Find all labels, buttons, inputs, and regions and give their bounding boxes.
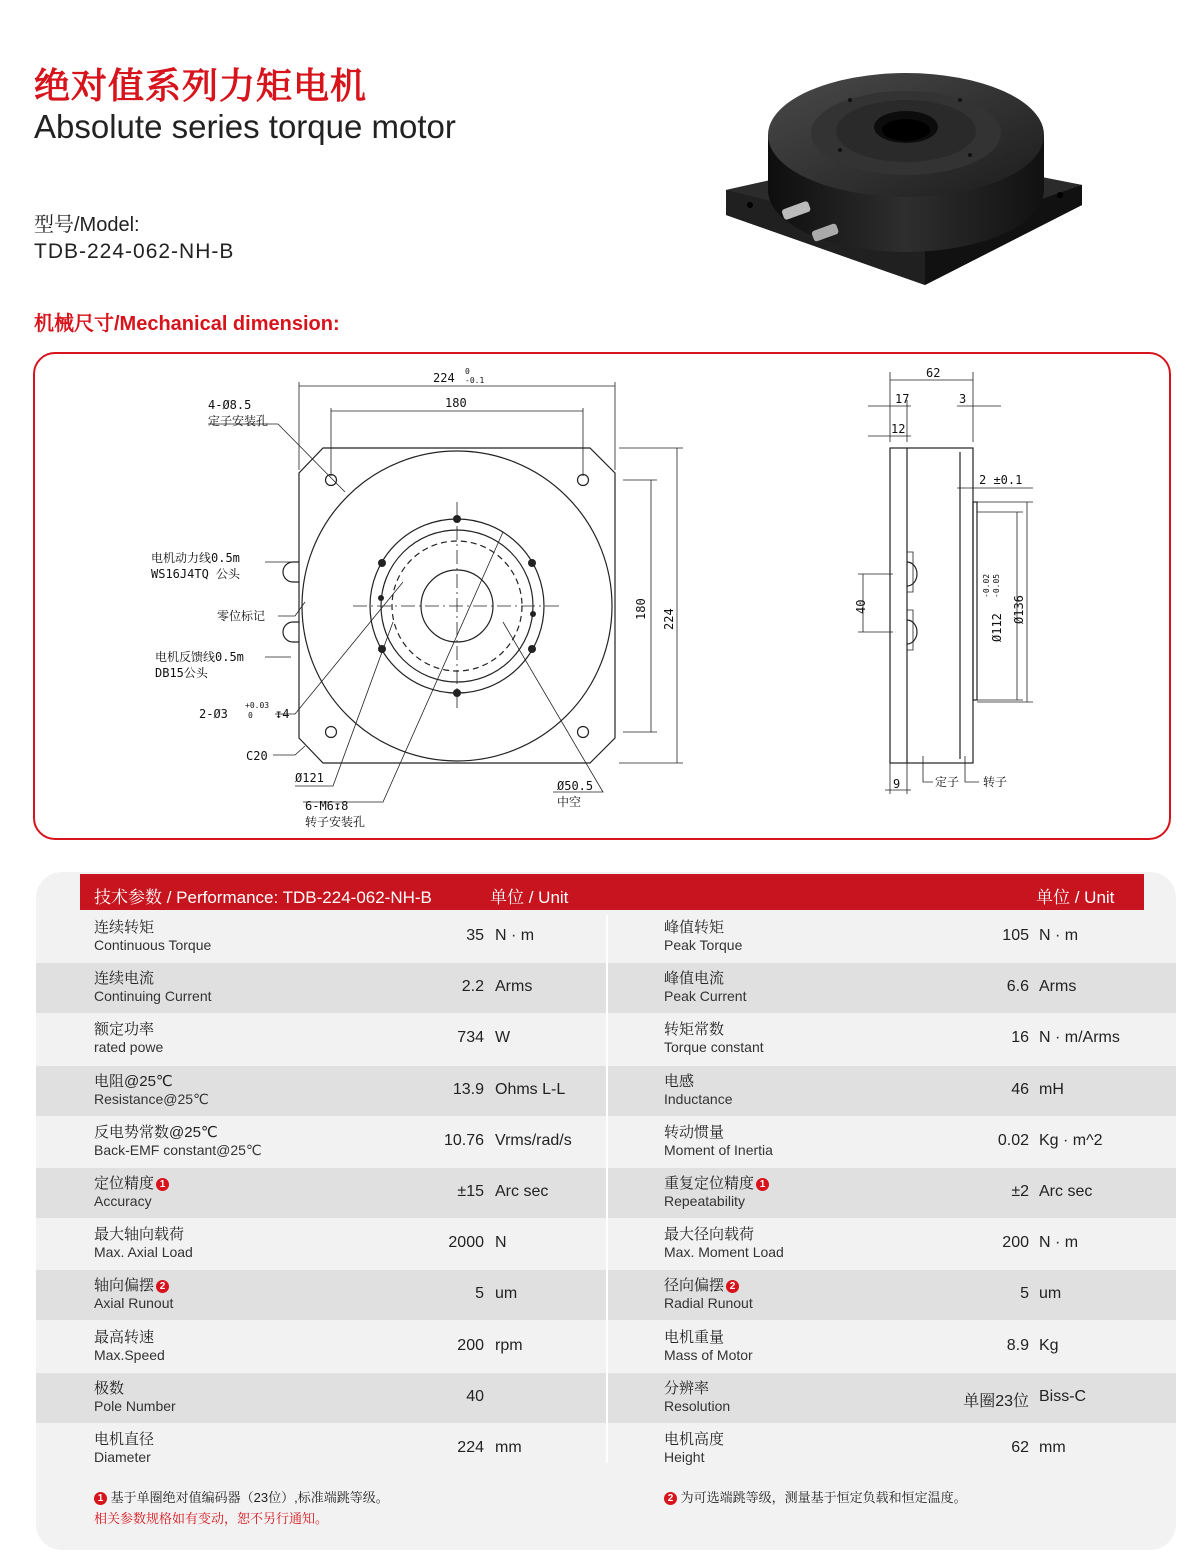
- dia-121-label: Ø121: [295, 771, 324, 785]
- spec-name-en-left: Max. Axial Load: [94, 1244, 193, 1261]
- performance-header: [80, 874, 1144, 910]
- spec-value-left: ±15: [457, 1183, 484, 1200]
- dim-180-right: 180: [634, 598, 648, 620]
- spec-value-right: 单圈23位: [963, 1392, 1029, 1410]
- spec-name-en-left: Continuing Current: [94, 988, 212, 1005]
- spec-name-cn-right: 峰值转矩: [664, 919, 725, 936]
- spec-name-cn-left: 电机直径: [94, 1431, 155, 1448]
- mechanical-drawing: [33, 352, 1171, 840]
- spec-name-en-left: Accuracy: [94, 1193, 152, 1209]
- spec-value-left: 40: [466, 1387, 484, 1405]
- spec-name-cn-right: 转矩常数: [664, 1021, 725, 1039]
- spec-name-cn-right: 峰值电流: [664, 970, 725, 988]
- spec-unit-right: Kg: [1039, 1336, 1059, 1354]
- spec-unit-right: Kg · m^2: [1039, 1131, 1103, 1149]
- spec-value-right: 16: [1011, 1029, 1029, 1047]
- spec-value-right: 8.9: [1006, 1336, 1029, 1354]
- spec-unit-right: N · m: [1039, 927, 1079, 944]
- zero-mark-label: 零位标记: [217, 609, 266, 623]
- spec-value-right: 5: [1020, 1285, 1029, 1303]
- spec-name-en-right: Repeatability: [664, 1193, 745, 1209]
- unit-header-left: 单位 / Unit: [490, 888, 569, 907]
- feedback-cable-label: 电机反馈线0.5m: [155, 650, 244, 664]
- side-height-62: 62: [926, 366, 941, 380]
- note-badge: 1: [156, 1178, 169, 1191]
- motor-product-image: [720, 55, 1090, 290]
- spec-name-en-left: Continuous Torque: [94, 937, 212, 953]
- spec-name-cn-left: 额定功率: [94, 1021, 155, 1039]
- power-cable-label: 电机动力线0.5m: [151, 551, 240, 565]
- dim-224-tol-upper: 0: [465, 367, 470, 376]
- mechanical-dimension-heading: 机械尺寸/Mechanical dimension:: [34, 313, 340, 335]
- spec-value-right: 6.6: [1006, 978, 1029, 996]
- spec-value-left: 13.9: [452, 1080, 484, 1098]
- spec-name-en-right: Torque constant: [664, 1039, 764, 1056]
- spec-name-cn-left: 电阻@25℃: [94, 1072, 173, 1090]
- spec-name-en-right: Height: [664, 1449, 705, 1465]
- spec-unit-right: um: [1039, 1285, 1062, 1303]
- feedback-connector-label: DB15公头: [155, 666, 208, 680]
- spec-name-en-left: Back-EMF constant@25℃: [94, 1141, 262, 1158]
- spec-name-en-right: Mass of Motor: [664, 1346, 753, 1363]
- spec-name-cn-right: 重复定位精度 1: [664, 1172, 769, 1193]
- hollow-dia-label: Ø50.5: [557, 779, 594, 793]
- unit-header-right: 单位 / Unit: [1036, 888, 1115, 907]
- spec-name-cn-left: 定位精度 1: [94, 1172, 169, 1193]
- spec-unit-left: mm: [495, 1439, 522, 1456]
- spec-value-right: 200: [1002, 1234, 1029, 1252]
- spec-unit-right: N · m/Arms: [1039, 1029, 1120, 1047]
- spec-unit-left: W: [495, 1029, 511, 1047]
- side-dia-136: Ø136: [1012, 595, 1026, 624]
- spec-name-cn-left: 反电势常数@25℃: [94, 1123, 218, 1141]
- spec-value-left: 5: [475, 1285, 484, 1303]
- spec-unit-left: um: [495, 1285, 518, 1303]
- spec-name-en-left: Resistance@25℃: [94, 1090, 209, 1107]
- hollow-cn-label: 中空: [557, 795, 582, 809]
- spec-unit-left: rpm: [495, 1336, 523, 1354]
- spec-unit-left: Vrms/rad/s: [495, 1131, 572, 1149]
- footnote-badge-2: 2: [664, 1492, 677, 1505]
- power-connector-label: WS16J4TQ 公头: [151, 567, 241, 581]
- spec-name-cn-left: 极数: [94, 1379, 125, 1397]
- spec-name-en-right: Peak Current: [664, 988, 747, 1005]
- footnote-1-text: 基于单圈绝对值编码器（23位）,标准端跳等级。: [110, 1490, 389, 1505]
- side-dim-9: 9: [893, 777, 901, 791]
- spec-value-left: 2.2: [461, 978, 484, 996]
- spec-name-en-left: rated powe: [94, 1039, 164, 1056]
- dim-224-top: 224: [433, 371, 455, 385]
- spec-unit-left: N · m: [495, 927, 535, 944]
- spec-value-left: 35: [466, 927, 484, 944]
- note-badge: 1: [756, 1178, 769, 1191]
- spec-name-cn-right: 径向偏摆 2: [664, 1274, 739, 1295]
- side-dia-112-tol-lower: -0.05: [992, 573, 1001, 598]
- spec-unit-right: mm: [1039, 1439, 1066, 1456]
- footnote-2-text: 为可选端跳等级，测量基于恒定负载和恒定温度。: [680, 1490, 967, 1505]
- title-chinese: 绝对值系列力矩电机: [34, 65, 368, 106]
- rotor-holes-cn: 转子安装孔: [305, 815, 366, 829]
- spec-value-left: 200: [457, 1336, 484, 1354]
- spec-value-left: 224: [457, 1439, 484, 1456]
- spec-unit-left: Arc sec: [495, 1183, 549, 1200]
- spec-name-cn-right: 电机高度: [664, 1431, 725, 1448]
- stator-holes-cn: 定子安装孔: [208, 414, 269, 428]
- side-rotor-label: 转子: [983, 775, 1008, 789]
- side-dim-40: 40: [854, 599, 868, 614]
- rotor-holes-label: 6-M6↧8: [305, 799, 349, 813]
- spec-name-cn-right: 电机重量: [664, 1328, 725, 1346]
- spec-unit-right: Arc sec: [1039, 1183, 1093, 1200]
- spec-name-en-left: Axial Runout: [94, 1295, 174, 1312]
- footnote-badge-1: 1: [94, 1492, 107, 1505]
- spec-value-left: 10.76: [443, 1131, 484, 1149]
- pin-depth-label: ↧4: [275, 707, 290, 721]
- spec-name-cn-left: 最高转速: [94, 1328, 155, 1346]
- spec-name-en-left: Pole Number: [94, 1397, 176, 1414]
- column-divider: [606, 915, 608, 1463]
- side-dia-112-tol-upper: -0.02: [982, 573, 991, 598]
- footnote-2: [662, 1487, 967, 1506]
- spec-value-right: 46: [1011, 1080, 1029, 1098]
- spec-value-left: 734: [457, 1029, 484, 1047]
- stator-holes-label: 4-Ø8.5: [208, 398, 252, 412]
- chamfer-label: C20: [246, 749, 268, 763]
- spec-name-cn-right: 分辨率: [664, 1379, 710, 1397]
- spec-name-en-right: Max. Moment Load: [664, 1244, 784, 1261]
- spec-name-en-right: Radial Runout: [664, 1295, 753, 1312]
- dim-224-tol-lower: -0.1: [465, 376, 485, 385]
- note-badge: 2: [726, 1280, 739, 1293]
- spec-unit-left: Arms: [495, 978, 533, 996]
- spec-name-cn-left: 连续转矩: [94, 919, 155, 936]
- side-dim-17: 17: [895, 392, 910, 406]
- spec-value-left: 2000: [448, 1234, 484, 1252]
- dim-180-top: 180: [445, 396, 467, 410]
- pin-tol-lower: 0: [248, 711, 253, 720]
- spec-unit-right: mH: [1039, 1080, 1064, 1098]
- side-dim-2: 2 ±0.1: [979, 473, 1023, 487]
- spec-unit-left: N: [495, 1234, 507, 1252]
- spec-unit-right: Biss-C: [1039, 1387, 1087, 1405]
- spec-name-cn-left: 轴向偏摆 2: [94, 1274, 169, 1295]
- spec-name-cn-left: 最大轴向载荷: [94, 1226, 185, 1244]
- spec-unit-left: Ohms L-L: [495, 1080, 566, 1098]
- spec-value-right: 0.02: [997, 1131, 1029, 1149]
- spec-value-right: 105: [1002, 927, 1029, 944]
- spec-value-right: ±2: [1011, 1183, 1029, 1200]
- spec-name-cn-right: 最大径向载荷: [664, 1226, 755, 1244]
- spec-name-en-right: Inductance: [664, 1090, 733, 1107]
- model-label: 型号/Model:: [34, 214, 140, 236]
- dim-224-right: 224: [662, 608, 676, 630]
- spec-name-en-right: Peak Torque: [664, 937, 743, 953]
- side-dia-112: Ø112: [990, 613, 1004, 642]
- title-english: Absolute series torque motor: [34, 108, 456, 145]
- spec-name-en-right: Moment of Inertia: [664, 1141, 773, 1158]
- performance-title: 技术参数 / Performance: TDB-224-062-NH-B: [94, 888, 432, 907]
- spec-name-en-left: Diameter: [94, 1449, 151, 1465]
- note-badge: 2: [156, 1280, 169, 1293]
- side-dim-12: 12: [891, 422, 906, 436]
- pin-holes-label: 2-Ø3: [199, 707, 228, 721]
- spec-unit-right: N · m: [1039, 1234, 1079, 1252]
- side-stator-label: 定子: [935, 775, 960, 789]
- spec-name-cn-right: 转动惯量: [664, 1123, 725, 1141]
- spec-name-en-left: Max.Speed: [94, 1346, 165, 1363]
- side-dim-3: 3: [959, 392, 967, 406]
- spec-unit-right: Arms: [1039, 978, 1077, 996]
- disclaimer-note: 相关参数规格如有变动，恕不另行通知。: [94, 1511, 329, 1526]
- spec-value-right: 62: [1011, 1439, 1029, 1456]
- model-number: TDB-224-062-NH-B: [34, 240, 235, 263]
- spec-name-en-right: Resolution: [664, 1397, 731, 1414]
- pin-tol-upper: +0.03: [245, 701, 270, 710]
- spec-name-cn-left: 连续电流: [94, 970, 155, 988]
- footnote-1: [92, 1487, 389, 1506]
- spec-name-cn-right: 电感: [664, 1072, 695, 1090]
